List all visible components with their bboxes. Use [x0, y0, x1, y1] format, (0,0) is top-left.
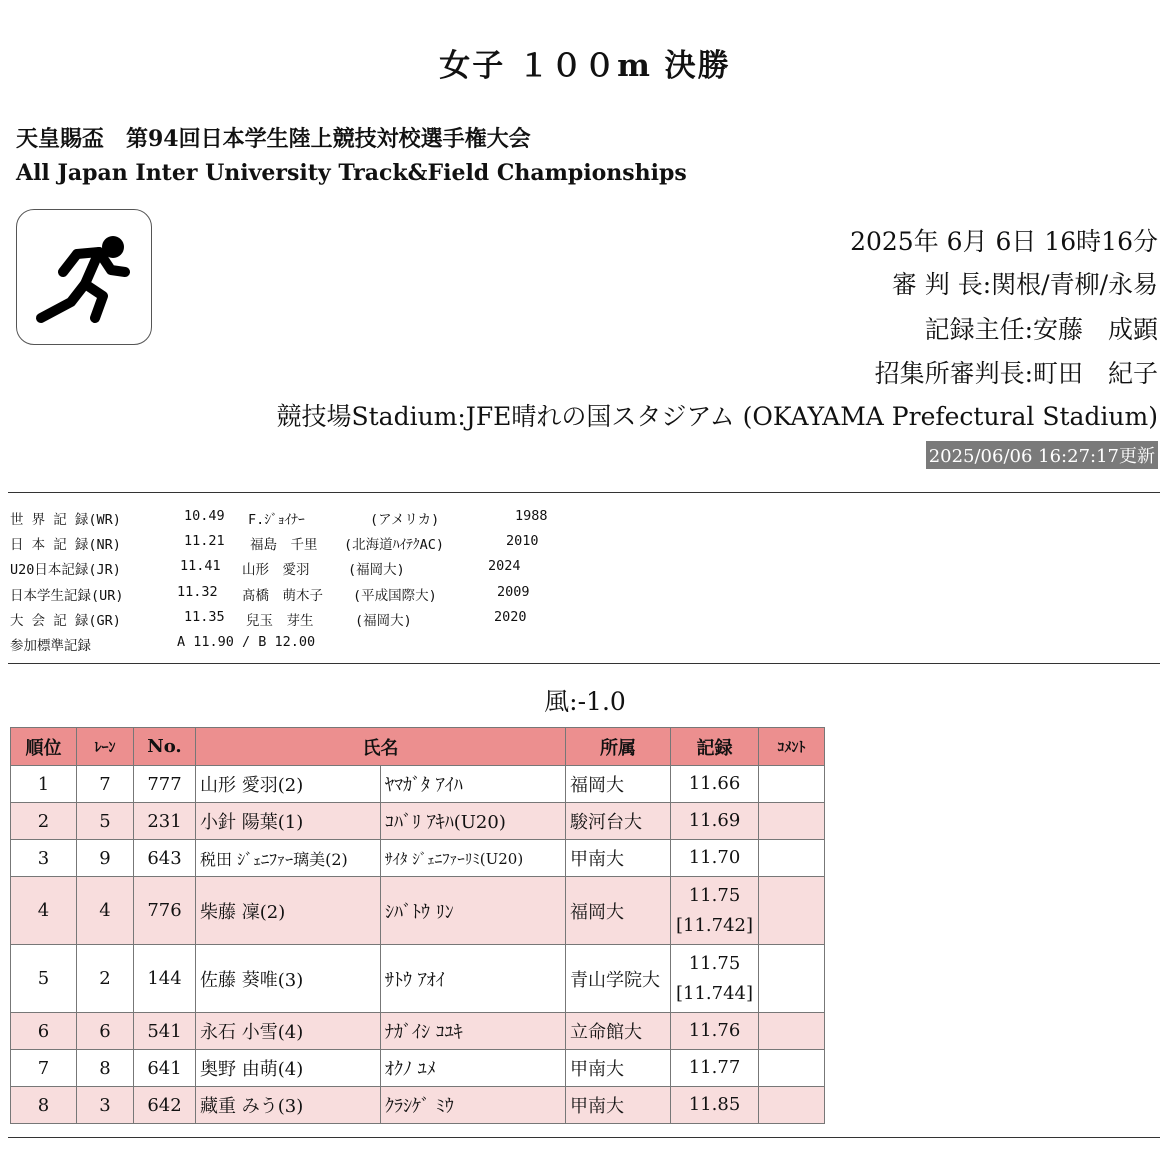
athlete-name-cell: 奥野 由萌(4) — [196, 1050, 381, 1087]
number-cell: 643 — [134, 840, 196, 877]
record-cell — [671, 877, 759, 945]
header-rank: 順位 — [11, 728, 77, 766]
comment-cell — [759, 1087, 825, 1124]
record-year: 2020 — [494, 609, 527, 625]
number-cell: 144 — [134, 945, 196, 1013]
rank-cell: 3 — [11, 840, 77, 877]
record-value: 11.69 — [688, 810, 741, 831]
header-comment: ｺﾒﾝﾄ — [759, 728, 825, 766]
lane-cell: 3 — [77, 1087, 134, 1124]
athlete-kana-cell: ｸﾗｼｹﾞ ﾐｳ — [381, 1087, 566, 1124]
header-affiliation: 所属 — [566, 728, 671, 766]
record-label: 日本学生記録(UR) — [10, 588, 124, 604]
number-cell: 642 — [134, 1087, 196, 1124]
lane-cell: 8 — [77, 1050, 134, 1087]
record-affil: (北海道ﾊｲﾃｸAC) — [344, 537, 445, 553]
record-time: 10.49 — [184, 508, 225, 524]
number-cell: 776 — [134, 877, 196, 945]
table-header-row — [11, 728, 825, 766]
affiliation-cell: 福岡大 — [566, 766, 671, 803]
lane-cell: 5 — [77, 803, 134, 840]
athlete-name-cell: 永石 小雪(4) — [196, 1013, 381, 1050]
athlete-kana-cell: ﾅｶﾞｲｼ ｺﾕｷ — [381, 1013, 566, 1050]
rank-cell: 4 — [11, 877, 77, 945]
record-cell — [671, 840, 759, 877]
rank-cell: 5 — [11, 945, 77, 1013]
athlete-name-cell: 柴藤 凜(2) — [196, 877, 381, 945]
date-time: 2025年 6月 6日 16時16分 — [850, 227, 1158, 256]
event-title-en: All Japan Inter University Track&Field Championships — [16, 160, 687, 186]
athlete-name-cell: 山形 愛羽(2) — [196, 766, 381, 803]
record-value: 11.76 — [688, 1020, 741, 1041]
number-cell: 231 — [134, 803, 196, 840]
lane-cell: 4 — [77, 877, 134, 945]
record-value: 11.85 — [688, 1094, 741, 1115]
record-holder: 山形 愛羽 — [242, 562, 310, 578]
record-precise: [11.744] — [675, 982, 754, 1004]
affiliation-cell: 福岡大 — [566, 877, 671, 945]
record-affil: (アメリカ) — [370, 512, 440, 528]
header-lane: ﾚｰﾝ — [77, 728, 134, 766]
record-year: 2009 — [497, 584, 530, 600]
athlete-name-cell: 佐藤 葵唯(3) — [196, 945, 381, 1013]
record-label: 世 界 記 録(WR) — [10, 512, 121, 528]
rank-cell: 1 — [11, 766, 77, 803]
rank-cell: 8 — [11, 1087, 77, 1124]
entry-standard-value: A 11.90 / B 12.00 — [177, 634, 316, 650]
table-row — [11, 945, 825, 1013]
page-title: 女子 １００m 決勝 — [439, 48, 731, 84]
divider — [8, 492, 1160, 493]
header-record: 記録 — [671, 728, 759, 766]
record-holder: 福島 千里 — [250, 537, 318, 553]
record-precise: [11.742] — [675, 914, 754, 936]
updated-timestamp: 2025/06/06 16:27:17更新 — [926, 441, 1158, 469]
record-cell — [671, 945, 759, 1013]
recorder: 記録主任:安藤 成顕 — [924, 315, 1158, 344]
record-holder: 兒玉 芽生 — [246, 613, 314, 629]
referee: 審 判 長:関根/青柳/永易 — [891, 270, 1158, 299]
event-title-jp: 天皇賜盃 第94回日本学生陸上競技対校選手権大会 — [16, 126, 531, 152]
record-holder: F.ｼﾞｮｲﾅｰ — [248, 512, 305, 528]
call-room-referee: 招集所審判長:町田 紀子 — [874, 359, 1158, 388]
record-cell — [671, 803, 759, 840]
record-time: 11.41 — [180, 558, 221, 574]
record-cell — [671, 1087, 759, 1124]
athlete-kana-cell: ｼﾊﾞﾄｳ ﾘﾝ — [381, 877, 566, 945]
athlete-name-cell: 藏重 みう(3) — [196, 1087, 381, 1124]
sprinter-icon — [16, 209, 152, 345]
wind-reading: 風:-1.0 — [544, 687, 626, 716]
number-cell: 777 — [134, 766, 196, 803]
lane-cell: 2 — [77, 945, 134, 1013]
record-year: 1988 — [515, 508, 548, 524]
table-row — [11, 877, 825, 945]
record-affil: (福岡大) — [355, 613, 412, 629]
record-affil: (平成国際大) — [353, 588, 437, 604]
table-row — [11, 1013, 825, 1050]
comment-cell — [759, 877, 825, 945]
comment-cell — [759, 803, 825, 840]
affiliation-cell: 青山学院大 — [566, 945, 671, 1013]
results-table — [10, 727, 825, 1124]
lane-cell: 7 — [77, 766, 134, 803]
affiliation-cell: 立命館大 — [566, 1013, 671, 1050]
record-label: 大 会 記 録(GR) — [10, 613, 121, 629]
record-cell — [671, 1013, 759, 1050]
record-cell — [671, 766, 759, 803]
athlete-kana-cell: ｵｸﾉ ﾕﾒ — [381, 1050, 566, 1087]
record-affil: (福岡大) — [348, 562, 405, 578]
record-label: U20日本記録(JR) — [10, 562, 121, 578]
record-value: 11.70 — [688, 847, 741, 868]
comment-cell — [759, 1013, 825, 1050]
record-time: 11.35 — [184, 609, 225, 625]
record-value: 11.66 — [688, 773, 741, 794]
comment-cell — [759, 945, 825, 1013]
affiliation-cell: 甲南大 — [566, 840, 671, 877]
affiliation-cell: 甲南大 — [566, 1087, 671, 1124]
table-row — [11, 766, 825, 803]
lane-cell: 6 — [77, 1013, 134, 1050]
record-cell — [671, 1050, 759, 1087]
athlete-name-cell: 小針 陽葉(1) — [196, 803, 381, 840]
record-value: 11.75 — [688, 884, 741, 906]
record-holder: 髙橋 萌木子 — [242, 588, 323, 604]
affiliation-cell: 駿河台大 — [566, 803, 671, 840]
athlete-kana-cell: ﾔﾏｶﾞﾀ ｱｲﾊ — [381, 766, 566, 803]
comment-cell — [759, 840, 825, 877]
divider — [8, 663, 1160, 664]
comment-cell — [759, 1050, 825, 1087]
divider — [8, 1137, 1160, 1138]
rank-cell: 2 — [11, 803, 77, 840]
rank-cell: 7 — [11, 1050, 77, 1087]
number-cell: 541 — [134, 1013, 196, 1050]
table-row — [11, 1087, 825, 1124]
athlete-name-cell: 税田 ｼﾞｪﾆﾌｧｰ璃美(2) — [196, 840, 381, 877]
lane-cell: 9 — [77, 840, 134, 877]
athlete-kana-cell: ｺﾊﾞﾘ ｱｷﾊ(U20) — [381, 803, 566, 840]
record-value: 11.75 — [688, 952, 741, 974]
header-number: No. — [134, 728, 196, 766]
athlete-kana-cell: ｻｲﾀ ｼﾞｪﾆﾌｧｰﾘﾐ(U20) — [381, 840, 566, 877]
rank-cell: 6 — [11, 1013, 77, 1050]
table-row — [11, 1050, 825, 1087]
record-label: 日 本 記 録(NR) — [10, 537, 121, 553]
athlete-kana-cell: ｻﾄｳ ｱｵｲ — [381, 945, 566, 1013]
header-name: 氏名 — [196, 728, 566, 766]
comment-cell — [759, 766, 825, 803]
record-year: 2024 — [488, 558, 521, 574]
record-time: 11.32 — [177, 584, 218, 600]
record-time: 11.21 — [184, 533, 225, 549]
record-value: 11.77 — [688, 1057, 741, 1078]
entry-standard-label: 参加標準記録 — [10, 638, 91, 654]
number-cell: 641 — [134, 1050, 196, 1087]
table-row — [11, 803, 825, 840]
affiliation-cell: 甲南大 — [566, 1050, 671, 1087]
stadium: 競技場Stadium:JFE晴れの国スタジアム (OKAYAMA Prefectural Stadium) — [276, 402, 1158, 431]
record-year: 2010 — [506, 533, 539, 549]
table-row — [11, 840, 825, 877]
